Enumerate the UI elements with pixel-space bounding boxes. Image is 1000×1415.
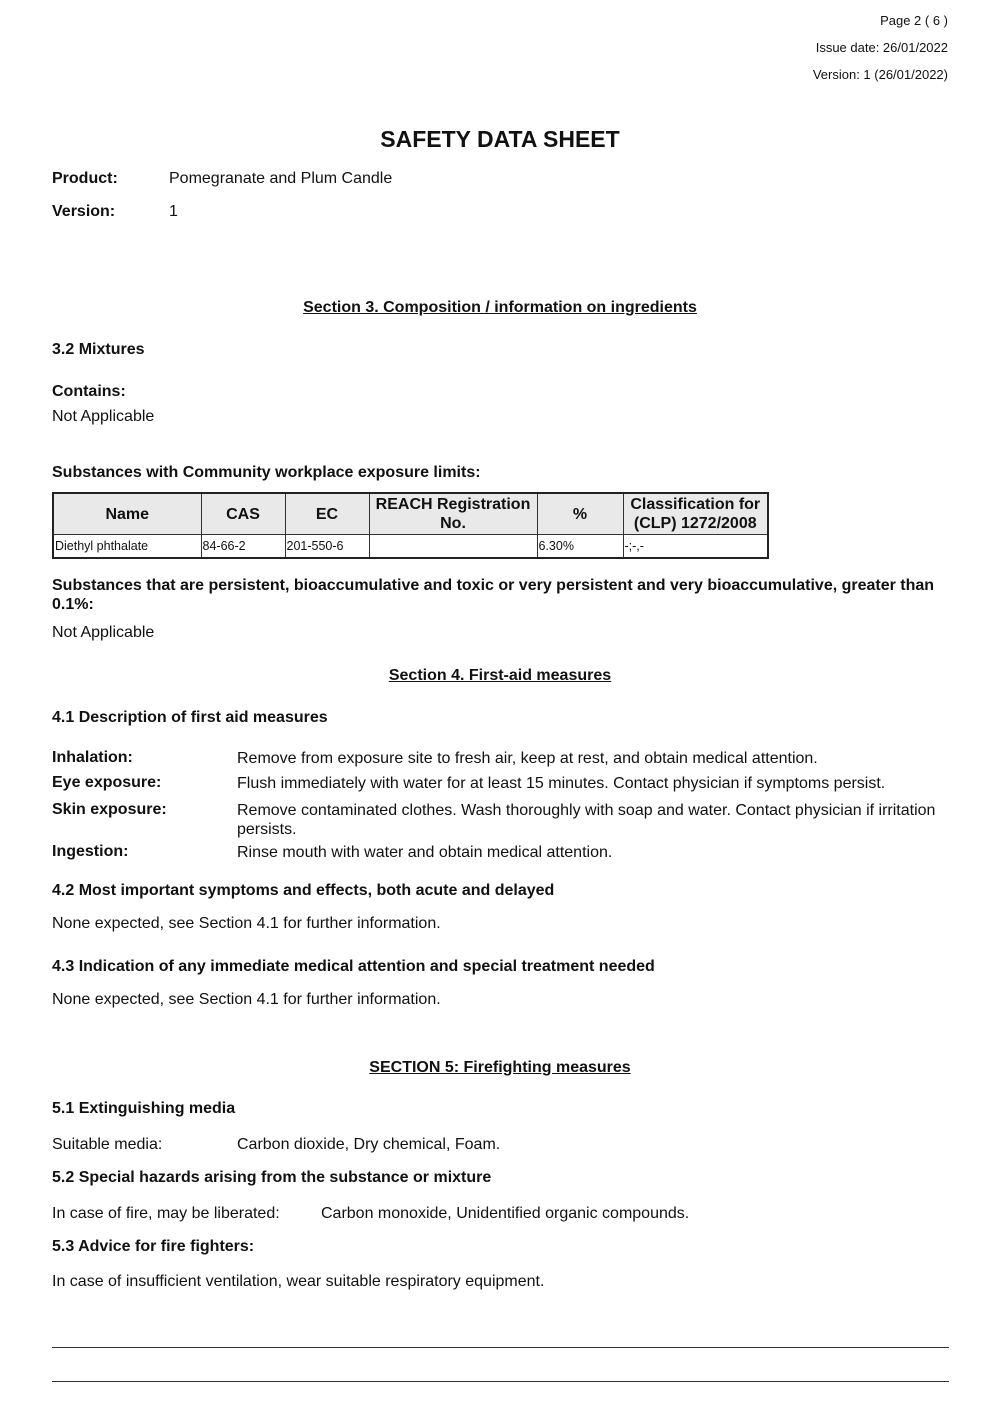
section4-heading: Section 4. First-aid measures [388, 667, 612, 684]
pbt-heading: Substances that are persistent, bioaccumulative and toxic or very persistent and very bioaccumulative, greater than 0.1%: [52, 577, 935, 613]
inhalation-label: Inhalation: [52, 749, 133, 766]
first-aid-description-heading: 4.1 Description of first aid measures [52, 709, 328, 726]
table-row [53, 535, 768, 559]
cell-classification: -;-,- [623, 535, 768, 559]
medical-attention-text: None expected, see Section 4.1 for further information. [52, 991, 441, 1008]
substances-table [52, 492, 769, 559]
inhalation-value: Remove from exposure site to fresh air, keep at rest, and obtain medical attention. [237, 750, 818, 767]
version-date: Version: 1 (26/01/2022) [812, 67, 948, 82]
column-header-classification: Classification for (CLP) 1272/2008 [623, 493, 768, 535]
extinguishing-media-heading: 5.1 Extinguishing media [52, 1100, 236, 1117]
contains-label: Contains: [52, 383, 126, 400]
substances-heading: Substances with Community workplace exposure limits: [52, 464, 481, 481]
issue-date: Issue date: 26/01/2022 [815, 40, 948, 55]
cell-ec: 201-550-6 [285, 535, 369, 559]
fire-fighters-heading: 5.3 Advice for fire fighters: [52, 1238, 255, 1255]
column-header-reach: REACH Registration No. [369, 493, 537, 535]
skin-exposure-value: Remove contaminated clothes. Wash thoroughly with soap and water. Contact physician if irritation persists. [237, 802, 936, 838]
footer-divider-top [52, 1347, 949, 1348]
column-header-percent: % [537, 493, 623, 535]
table-header-row [53, 493, 768, 535]
fire-fighters-text: In case of insufficient ventilation, wear suitable respiratory equipment. [52, 1273, 545, 1290]
eye-exposure-value: Flush immediately with water for at least 15 minutes. Contact physician if symptoms persist. [237, 775, 886, 792]
product-value: Pomegranate and Plum Candle [169, 170, 393, 187]
suitable-media-label: Suitable media: [52, 1136, 163, 1153]
cell-cas: 84-66-2 [201, 535, 285, 559]
document-title: SAFETY DATA SHEET [380, 126, 620, 152]
medical-attention-heading: 4.3 Indication of any immediate medical attention and special treatment needed [52, 958, 655, 975]
hazard-label: In case of fire, may be liberated: [52, 1205, 280, 1222]
contains-value: Not Applicable [52, 408, 155, 425]
eye-exposure-label: Eye exposure: [52, 774, 162, 791]
hazard-value: Carbon monoxide, Unidentified organic compounds. [321, 1205, 690, 1222]
footer-divider-bottom [52, 1381, 949, 1382]
skin-exposure-label: Skin exposure: [52, 801, 167, 818]
special-hazards-heading: 5.2 Special hazards arising from the substance or mixture [52, 1169, 492, 1186]
suitable-media-value: Carbon dioxide, Dry chemical, Foam. [237, 1136, 501, 1153]
page-number: Page 2 ( 6 ) [880, 13, 948, 28]
symptoms-heading: 4.2 Most important symptoms and effects, both acute and delayed [52, 882, 555, 899]
cell-percent: 6.30% [537, 535, 623, 559]
cell-reach [369, 535, 537, 559]
mixtures-heading: 3.2 Mixtures [52, 341, 145, 358]
column-header-cas: CAS [201, 493, 285, 535]
ingestion-value: Rinse mouth with water and obtain medical attention. [237, 844, 613, 861]
section3-heading: Section 3. Composition / information on ingredients [303, 299, 697, 316]
ingestion-label: Ingestion: [52, 843, 129, 860]
product-label: Product: [52, 170, 118, 187]
version-value: 1 [169, 203, 178, 220]
section5-heading: SECTION 5: Firefighting measures [369, 1059, 631, 1076]
pbt-value: Not Applicable [52, 624, 155, 641]
column-header-ec: EC [285, 493, 369, 535]
cell-name: Diethyl phthalate [53, 535, 201, 559]
version-label: Version: [52, 203, 116, 220]
column-header-name: Name [53, 493, 201, 535]
symptoms-text: None expected, see Section 4.1 for further information. [52, 915, 441, 932]
